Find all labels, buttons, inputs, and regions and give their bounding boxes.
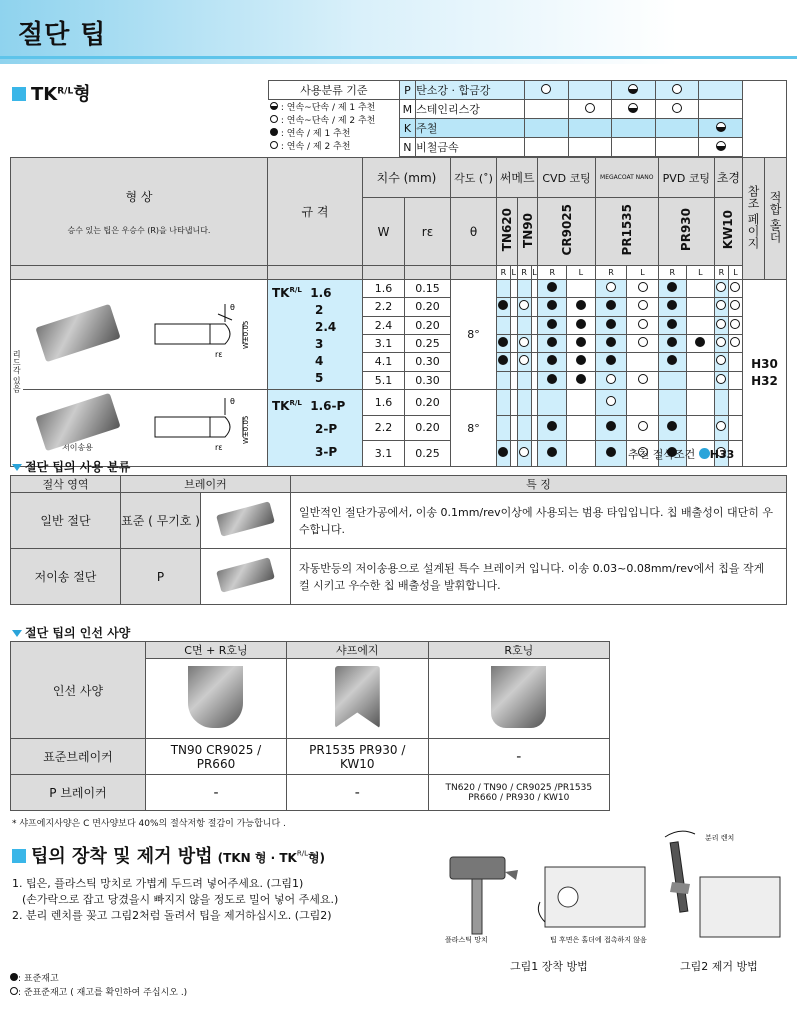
category-label: 사용분류 기준 [269,81,400,100]
insert-image-standard [35,304,120,362]
svg-text:팁 후면은 홀더에 접촉하지 않음: 팁 후면은 홀더에 접촉하지 않음 [550,936,647,944]
svg-text:θ: θ [229,302,235,312]
figure1-illustration [440,842,650,947]
breaker-std-image [216,501,275,536]
page-title: 절단 팁 [18,20,107,50]
svg-text:W±0.05: W±0.05 [241,320,250,349]
spec-header: 규 격 [268,158,363,266]
legend: : 연속~단속 / 제 1 추천 : 연속~단속 / 제 2 추천 : 연속 / 제 1 추천 : 연속 / 제 2 추천 [270,102,385,154]
edge-c-r-image [188,666,243,728]
section-square-icon [12,87,26,101]
mount-steps: 1. 팁은, 플라스틱 망치로 가볍게 두드려 넣어주세요. (그림1) (손가락으로 잡고 당겼을시 빠지지 않을 정도로 밀어 넣어 주세요.) 2. 분리 렌치를 꽂고 그림2처럼 돌려서 팁을 제거하십시오. (그림2) [12,877,339,922]
usage-table: 절삭 영역 브레이커 특 징 일반 절단 표준 ( 무기호 ) 일반적인 절단가공에서, 이송 0.1mm/rev이상에 사용되는 범용 타입입니다. 칩 배출성이 대단히 우수합니다. 저이송 절단 P 자동반등의 저이송용으로 설계된 특수 브레이커 입니다. 이송 0.03~0.08mm/rev에서 칩을 작게 컬 시키고 우수한 칩 배출성을 발휘합니다. [10,475,787,605]
mount-title: 팁의 장착 및 제거 방법 (TKN 형 · $TK^{R/L}$형) [12,842,325,868]
shape-header: 형 상 [125,189,153,204]
spec-table: 형 상 승수 있는 팁은 우승수 (R)을 나타냅니다. 규 격 치수 (mm) 각도 (˚) 써메트 CVD 코팅 MEGACOAT NANO PVD 코팅 초경 참조 페이지 적합 홀더 W rε θ TN620 TN90 CR9025 PR1535 PR930 KW10 R L R L R L R L R L R L 리드각 있음 θ rε W±0.05 $TK^{R/L}$ 1.6 2 2.4 3 4 5 1.6 0.15 8° H30 H32 2.2 0.20 2.4 0.20 3.1 0.25 4.1 0.30 5.1 0.30 저이송용 θ rε W±0.05 $TK^{R/L}$ 1.6-P 2-P 3-P 1.6 0.20 8° 2.2 0.20 3.1 0.25 [10,157,787,467]
rec-cond[interactable]: 추천 절삭조건 H33 [628,448,735,461]
svg-text:W±0.05: W±0.05 [241,415,250,444]
svg-text:θ: θ [229,396,235,406]
svg-text:rε: rε [214,349,223,359]
insert-drawing-low-feed [140,392,260,462]
material-table: 사용분류 기준 P 탄소강 · 합금강 M 스테인리스강 K 주철 N 비철금속 [268,80,743,157]
usage-title: 절단 팁의 사용 분류 [12,458,130,475]
edge-sharp-image [335,666,380,728]
page-header [0,0,797,64]
insert-drawing-standard [140,294,260,374]
svg-text:플라스틱 망치: 플라스틱 망치 [445,936,488,944]
svg-text:분리 렌치: 분리 렌치 [705,834,735,842]
breaker-p-image [216,557,275,592]
edge-r-image [491,666,546,728]
tk-title: $TK^{R/L}$형 [12,80,91,106]
figure2-caption: 그림2 제거 방법 [680,960,758,973]
edge-note: * 샤프에지사양은 C 면사양보다 40%의 절삭저항 절감이 가능합니다 . [12,819,286,829]
header-underline [0,56,797,59]
arrow-circle-icon [699,448,710,459]
stock-legend: : 표준재고 : 준표준재고 ( 재고를 확인하여 주십시오 .) [10,972,187,1000]
edge-title: 절단 팁의 인선 사양 [12,624,130,641]
figure1-caption: 그림1 장착 방법 [510,960,588,973]
edge-table: 인선 사양 C면 + R호닝 샤프에지 R호닝 표준브레이커 TN90 CR9025 / PR660 PR1535 PR930 / KW10 - P 브레이커 - - TN620 / TN90 / CR9025 /PR1535 PR660 / PR930 / KW10 [10,641,610,811]
figure2-illustration [660,822,785,942]
svg-text:rε: rε [214,442,223,452]
